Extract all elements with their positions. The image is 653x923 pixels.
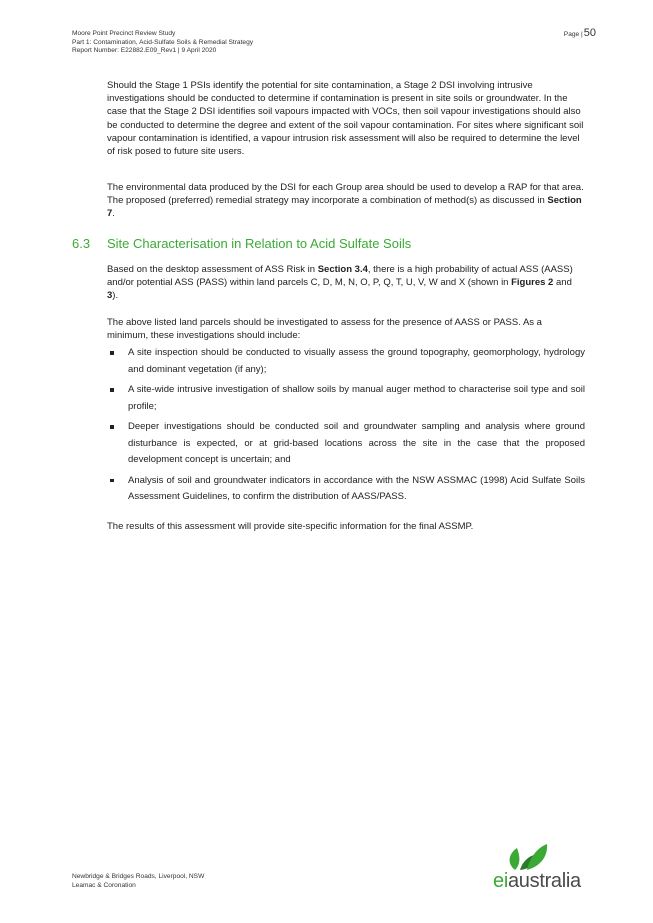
list-item — [107, 382, 585, 415]
list-item-text: A site-wide intrusive investigation of shallow soils by manual auger method to characterise soil type and soil profile; — [128, 384, 585, 412]
figure-reference: Figures 2 — [511, 277, 554, 289]
section-heading — [72, 236, 411, 251]
header-part-title: Part 1: Contamination, Acid-Sulfate Soils & Remedial Strategy — [72, 38, 254, 46]
list-item — [107, 419, 585, 469]
list-item — [107, 345, 585, 378]
document-header — [72, 30, 253, 56]
logo-suffix: australia — [507, 870, 581, 892]
page-label: Page | — [563, 31, 583, 38]
bullet-square-icon — [110, 351, 114, 355]
paragraph-text: The environmental data produced by the DSI for each Group area should be used to develop a RAP for that area. The proposed (preferred) remedial strategy may incorporate a combination of method(s) as discussed in — [107, 182, 584, 207]
list-item — [107, 473, 585, 506]
section-title: Site Characterisation in Relation to Acid Sulfate Soils — [107, 236, 412, 251]
section-reference: Section 7 — [107, 195, 582, 220]
paragraph-text: Should the Stage 1 PSIs identify the potential for site contamination, a Stage 2 DSI involving intrusive investigations should be conducted to determine if contamination is present in site soils or groundwater. In the case that the Stage 2 DSI identifies soil vapours impacted with VOCs, then soil vapour investigations should also be conducted to determine the degree and extent of the soil vapour contamination. For sites where significant soil vapour contamination is identified, a vapour intrusion risk assessment will also be required to determine the level of risk posed to future site users. — [107, 80, 584, 158]
bullet-square-icon — [110, 479, 114, 483]
eiaustralia-logo — [493, 842, 593, 894]
paragraph-text-end: ). — [112, 290, 119, 302]
figure-reference: 3 — [107, 290, 113, 302]
header-study-title: Moore Point Precinct Review Study — [72, 30, 176, 37]
paragraph-text: The results of this assessment will provide site-specific information for the final ASSMP. — [107, 521, 474, 532]
logo-prefix: ei — [493, 870, 508, 892]
paragraph-text: and — [553, 277, 572, 289]
logo-wordmark — [493, 870, 581, 893]
header-report-number: Report Number: E22882.E09_Rev1 | 9 April 2020 — [72, 47, 217, 55]
paragraph-ass-risk — [107, 263, 585, 303]
document-footer — [72, 873, 204, 890]
paragraph-text-end: . — [112, 208, 115, 220]
footer-address: Newbridge & Bridges Roads, Liverpool, NSW — [72, 873, 205, 880]
paragraph-investigation-scope — [107, 316, 585, 342]
section-number: 6.3 — [72, 236, 91, 251]
paragraph-text: , there is a high probability of actual ASS (AASS) and/or potential ASS (PASS) within land parcels C, D, M, N, O, P, Q, T, U, V, W and X (shown in — [107, 264, 573, 289]
paragraph-environmental-data — [107, 181, 585, 221]
page-number — [564, 27, 596, 39]
list-item-text: Deeper investigations should be conducted soil and groundwater sampling and analysis where ground disturbance is expected, or at grid-based locations across the site in the case that the proposed development concept is uncertain; and — [128, 421, 585, 465]
paragraph-stage2-dsi — [107, 79, 585, 158]
list-item-text: Analysis of soil and groundwater indicators in accordance with the NSW ASSMAC (1998) Acid Sulfate Soils Assessment Guidelines, to confirm the distribution of AASS/PASS. — [128, 474, 585, 502]
paragraph-results — [107, 520, 585, 533]
paragraph-text: Based on the desktop assessment of ASS Risk in — [107, 264, 318, 275]
paragraph-text: The above listed land parcels should be investigated to assess for the presence of AASS or PASS. As a minimum, these investigations should include: — [107, 317, 542, 342]
bullet-square-icon — [110, 425, 114, 429]
bullet-square-icon — [110, 388, 114, 392]
footer-client: Leamac & Coronation — [72, 881, 136, 889]
page-number-value: 50 — [583, 27, 596, 39]
investigation-bullet-list — [107, 345, 585, 510]
list-item-text: A site inspection should be conducted to visually assess the ground topography, geomorphology, hydrology and dominant vegetation (if any); — [128, 347, 585, 375]
section-reference: Section 3.4 — [317, 264, 368, 275]
logo-leaves-icon — [493, 842, 593, 872]
